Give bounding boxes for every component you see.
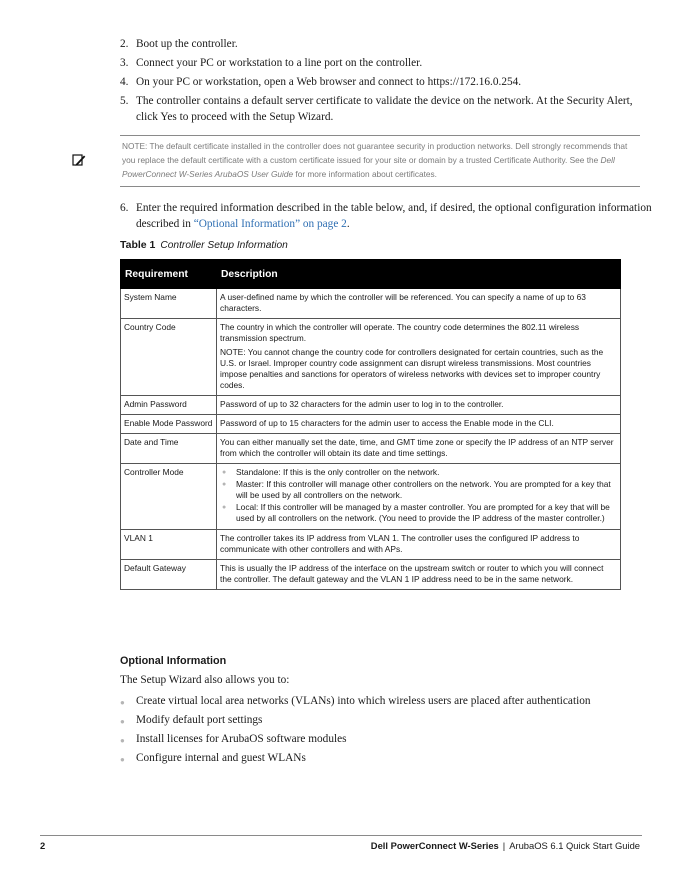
list-item: ● Configure internal and guest WLANs (120, 751, 642, 766)
step-number: 2. (120, 38, 129, 50)
step-text-end: . (346, 217, 350, 230)
step-text: Connect your PC or workstation to a line port on the controller. (136, 57, 423, 69)
footer-product: Dell PowerConnect W-Series (370, 840, 499, 851)
controller-setup-table (120, 259, 621, 590)
requirement-cell: Controller Mode (121, 464, 217, 530)
table-number: Table 1 (120, 239, 156, 251)
description-text: The country in which the controller will operate. The country code determines the 802.11 wireless transmission spectrum. (220, 322, 580, 343)
optional-information-list (120, 694, 642, 770)
certificate-note (120, 135, 640, 187)
table-title: Controller Setup Information (160, 240, 288, 251)
page-number: 2 (40, 840, 46, 851)
list-item: ● Local: If this controller will be managed by a master controller. You are prompted for a key that will be used by all controllers on the network. (You need to provide the IP address of the master controller.) (220, 502, 617, 524)
step-number: 3. (120, 57, 129, 69)
column-header-requirement: Requirement (121, 260, 217, 289)
note-guide-title: Dell PowerConnect W-Series ArubaOS User Guide (122, 155, 615, 179)
note-text (122, 139, 637, 181)
description-cell: Password of up to 15 characters for the admin user to access the Enable mode in the CLI. (217, 415, 621, 434)
description-cell: The controller takes its IP address from VLAN 1. The controller uses the configured IP address to communicate with other controllers and with APs. (217, 530, 621, 560)
list-item: ● Create virtual local area networks (VLANs) into which wireless users are placed after authentication (120, 694, 642, 709)
list-item: ● Install licenses for ArubaOS software modules (120, 732, 642, 747)
table-row (121, 434, 621, 464)
description-cell: This is usually the IP address of the interface on the upstream switch or router to which you will connect the controller. The default gateway and the VLAN 1 IP address need to be in the same network. (217, 560, 621, 590)
description-cell: You can either manually set the date, time, and GMT time zone or specify the IP address of an NTP server from which the controller will obtain its date and time settings. (217, 434, 621, 464)
optional-information-link[interactable]: “Optional Information” on page 2 (193, 217, 347, 230)
table-row (121, 464, 621, 530)
step-number: 4. (120, 76, 129, 88)
table-row (121, 319, 621, 396)
requirement-cell: Date and Time (121, 434, 217, 464)
description-cell (217, 319, 621, 396)
step-item (120, 56, 642, 72)
requirement-cell: Admin Password (121, 396, 217, 415)
requirement-cell: VLAN 1 (121, 530, 217, 560)
table-row (121, 415, 621, 434)
step-number: 5. (120, 95, 129, 107)
requirement-cell: System Name (121, 289, 217, 319)
table-header-row (121, 260, 621, 289)
list-item: ● Standalone: If this is the only controller on the network. (220, 467, 617, 478)
step-number: 6. (120, 202, 129, 214)
step-6 (120, 201, 658, 232)
column-header-description: Description (217, 260, 621, 289)
requirement-cell: Country Code (121, 319, 217, 396)
step-text: On your PC or workstation, open a Web browser and connect to https://172.16.0.254. (136, 76, 522, 88)
setup-steps (120, 37, 642, 129)
table-row (121, 530, 621, 560)
country-code-note: NOTE: You cannot change the country code for controllers designated for certain countries, such as the U.S. or Israel. Improper country code assignment can disrupt wireless transmissions. Most countries impose penalties and sanctions for operators of wireless networks with devices set to improper country codes. (220, 347, 604, 390)
description-cell: Password of up to 32 characters for the admin user to log in to the controller. (217, 396, 621, 415)
step-text: Enter the required information described in the table below, and, if desired, the optional configuration information described in (136, 202, 652, 230)
description-cell: A user-defined name by which the controller will be referenced. You can specify a name of up to 63 characters. (217, 289, 621, 319)
table-row (121, 289, 621, 319)
table-caption (120, 239, 288, 251)
pencil-note-icon (72, 153, 86, 167)
optional-information-heading: Optional Information (120, 655, 227, 667)
table-row (121, 560, 621, 590)
step-text: The controller contains a default server certificate to validate the device on the network. At the Security Alert, click Yes to proceed with the Setup Wizard. (136, 95, 633, 123)
footer-title (371, 840, 640, 851)
list-item: ● Master: If this controller will manage other controllers on the network. You are prompted for a key that will be used by all controllers on the network. (220, 479, 617, 501)
requirement-cell: Default Gateway (121, 560, 217, 590)
step-text: Boot up the controller. (136, 38, 238, 50)
table-row (121, 396, 621, 415)
footer-separator: | (502, 840, 506, 851)
list-item: ● Modify default port settings (120, 713, 642, 728)
note-text-after: for more information about certificates. (293, 169, 437, 179)
description-cell (217, 464, 621, 530)
footer-guide: ArubaOS 6.1 Quick Start Guide (509, 840, 640, 851)
step-item (120, 75, 642, 91)
optional-information-intro: The Setup Wizard also allows you to: (120, 674, 290, 686)
controller-mode-list (220, 467, 617, 524)
note-text-before: NOTE: The default certificate installed in the controller does not guarantee security in production networks. Dell strongly recommends that you replace the default certificate with a custom certificate issued for your site or domain by a trusted Certificate Authority. See the (122, 141, 628, 165)
requirement-cell: Enable Mode Password (121, 415, 217, 434)
step-item (120, 37, 642, 53)
step-item (120, 94, 642, 125)
footer-divider (40, 835, 642, 836)
